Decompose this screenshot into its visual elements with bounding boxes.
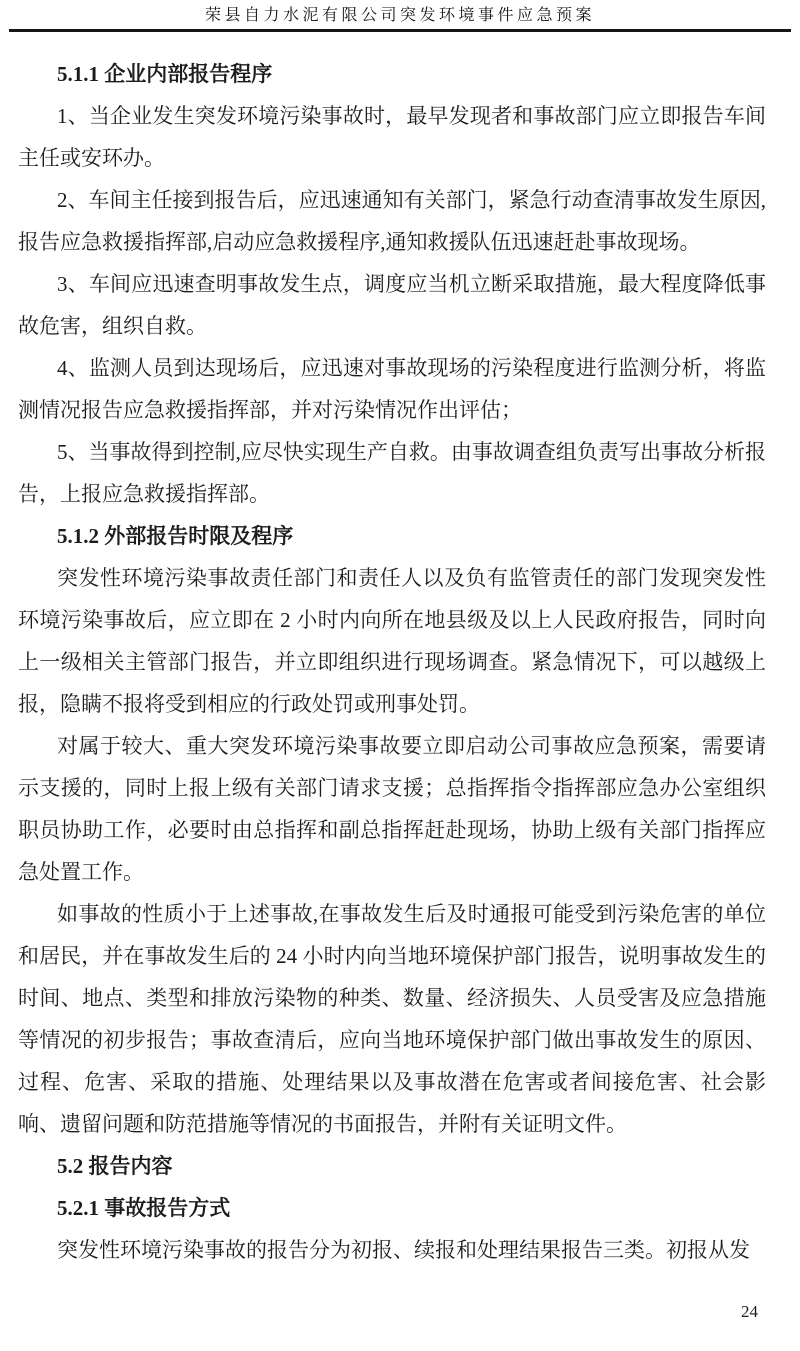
body-paragraph: 4、监测人员到达现场后，应迅速对事故现场的污染程度进行监测分析，将监测情况报告应急救援指挥部，并对污染情况作出评估； bbox=[18, 356, 766, 422]
page-header bbox=[9, 0, 791, 32]
section-heading-5-2: 5.2 报告内容 bbox=[57, 1154, 173, 1178]
body-paragraph: 突发性环境污染事故的报告分为初报、续报和处理结果报告三类。初报从发 bbox=[57, 1238, 750, 1262]
body-paragraph: 5、当事故得到控制,应尽快实现生产自救。由事故调查组负责写出事故分析报告，上报应急救援指挥部。 bbox=[18, 440, 766, 506]
body-paragraph: 1、当企业发生突发环境污染事故时，最早发现者和事故部门应立即报告车间主任或安环办。 bbox=[18, 104, 766, 170]
document-header-title: 荣县自力水泥有限公司突发环境事件应急预案 bbox=[204, 7, 595, 24]
section-heading-5-1-2: 5.1.2 外部报告时限及程序 bbox=[57, 524, 294, 548]
section-heading-5-1-1: 5.1.1 企业内部报告程序 bbox=[57, 62, 273, 86]
document-body bbox=[18, 53, 766, 1271]
body-paragraph: 如事故的性质小于上述事故,在事故发生后及时通报可能受到污染危害的单位和居民，并在事故发生后的 24 小时内向当地环境保护部门报告，说明事故发生的时间、地点、类型和排放污染物的种类、数量、经济损失、人员受害及应急措施等情况的初步报告；事故查清后，应向当地环境保护部门做出事故发生的原因、过程、危害、采取的措施、处理结果以及事故潜在危害或者间接危害、社会影响、遗留问题和防范措施等情况的书面报告，并附有关证明文件。 bbox=[18, 902, 766, 1136]
body-paragraph: 3、车间应迅速查明事故发生点，调度应当机立断采取措施，最大程度降低事故危害，组织自救。 bbox=[18, 272, 766, 338]
body-paragraph: 突发性环境污染事故责任部门和责任人以及负有监管责任的部门发现突发性环境污染事故后，应立即在 2 小时内向所在地县级及以上人民政府报告，同时向上一级相关主管部门报告，并立即组织进行现场调查。紧急情况下，可以越级上报，隐瞒不报将受到相应的行政处罚或刑事处罚。 bbox=[18, 566, 766, 716]
section-heading-5-2-1: 5.2.1 事故报告方式 bbox=[57, 1196, 231, 1220]
body-paragraph: 对属于较大、重大突发环境污染事故要立即启动公司事故应急预案，需要请示支援的，同时上报上级有关部门请求支援；总指挥指令指挥部应急办公室组织职员协助工作，必要时由总指挥和副总指挥赶赴现场，协助上级有关部门指挥应急处置工作。 bbox=[18, 734, 766, 884]
page-number: 24 bbox=[741, 1302, 758, 1321]
body-paragraph: 2、车间主任接到报告后，应迅速通知有关部门，紧急行动查清事故发生原因,报告应急救援指挥部,启动应急救援程序,通知救援队伍迅速赶赴事故现场。 bbox=[18, 188, 766, 254]
